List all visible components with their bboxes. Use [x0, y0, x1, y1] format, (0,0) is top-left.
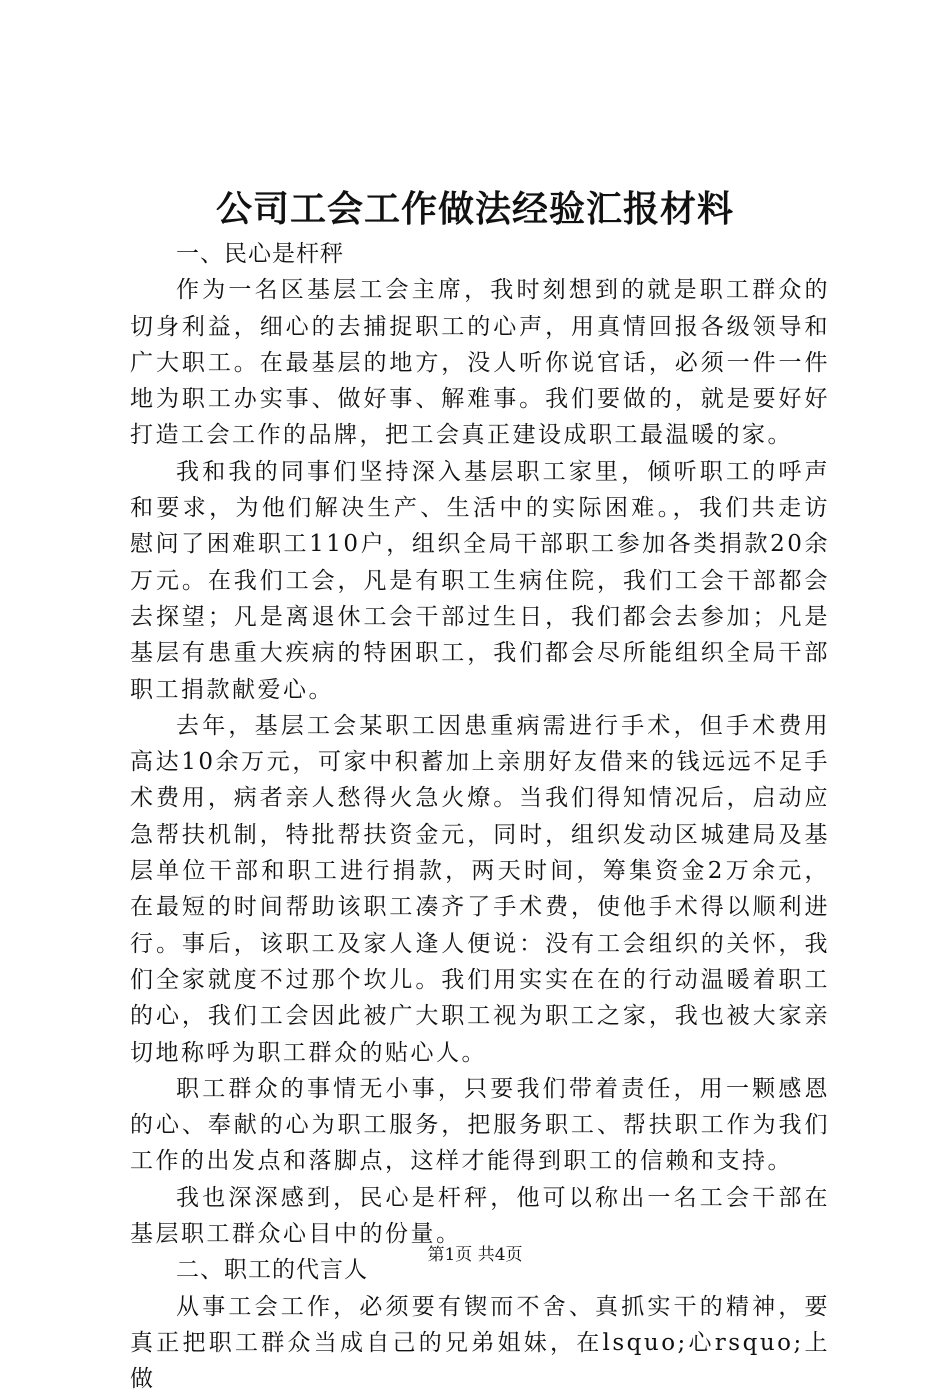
paragraph: 作为一名区基层工会主席，我时刻想到的就是职工群众的切身利益，细心的去捕捉职工的心声，用真情回报各级领导和广大职工。在最基层的地方，没人听你说官话，必须一件一件地为职工办实事、做好事、解难事。我们要做的，就是要好好打造工会工作的品牌，把工会真正建设成职工最温暖的家。: [130, 277, 830, 449]
paragraph: 从事工会工作，必须要有锲而不舍、真抓实干的精神，要真正把职工群众当成自己的兄弟姐妹，在lsquo;心rsquo;上做: [130, 1293, 830, 1393]
section-heading-1: 一、民心是杆秤: [176, 241, 344, 267]
document-title: 公司工会工作做法经验汇报材料: [215, 188, 734, 230]
document-body: [130, 236, 830, 1398]
page-number-footer: 第1页 共4页: [427, 1245, 523, 1265]
paragraph: 去年，基层工会某职工因患重病需进行手术，但手术费用高达10余万元，可家中积蓄加上亲朋好友借来的钱远远不足手术费用，病者亲人愁得火急火燎。当我们得知情况后，启动应急帮扶机制，特批帮扶资金元，同时，组织发动区城建局及基层单位干部和职工进行捐款，两天时间，筹集资金2万余元，在最短的时间帮助该职工凑齐了手术费，使他手术得以顺利进行。事后，该职工及家人逢人便说：没有工会组织的关怀，我们全家就度不过那个坎儿。我们用实实在在的行动温暖着职工的心，我们工会因此被广大职工视为职工之家，我也被大家亲切地称呼为职工群众的贴心人。: [130, 712, 830, 1066]
paragraph: 职工群众的事情无小事，只要我们带着责任，用一颗感恩的心、奉献的心为职工服务，把服务职工、帮扶职工作为我们工作的出发点和落脚点，这样才能得到职工的信赖和支持。: [130, 1075, 830, 1175]
section-heading-2: 二、职工的代言人: [176, 1257, 368, 1284]
paragraph: 我和我的同事们坚持深入基层职工家里，倾听职工的呼声和要求，为他们解决生产、生活中的实际困难。，我们共走访慰问了困难职工110户，组织全局干部职工参加各类捐款20余万元。在我们工会，凡是有职工生病住院，我们工会干部都会去探望；凡是离退休工会干部过生日，我们都会去参加；凡是基层有患重大疾病的特困职工，我们都会尽所能组织全局干部职工捐款献爱心。: [130, 458, 830, 703]
paragraph: 我也深深感到，民心是杆秤，他可以称出一名工会干部在基层职工群众心目中的份量。: [130, 1184, 830, 1248]
